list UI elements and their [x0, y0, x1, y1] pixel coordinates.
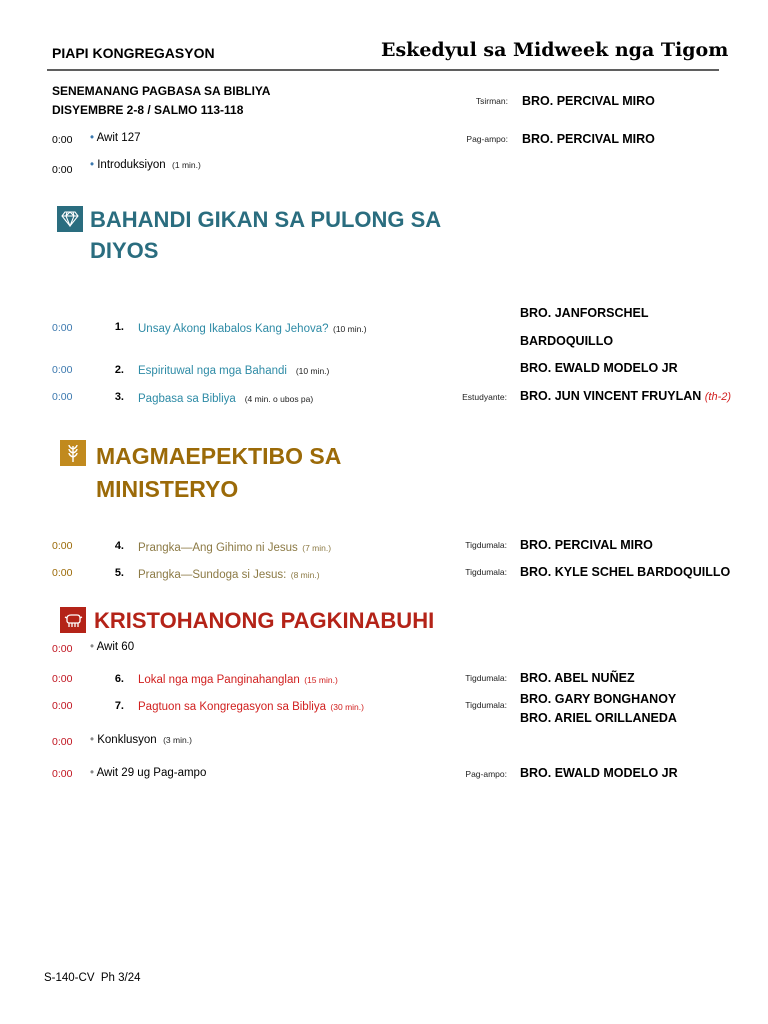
- item2-number: 2.: [114, 364, 124, 376]
- item4-duration: (7 min.): [302, 543, 332, 553]
- weekly-reading-title: SENEMANANG PAGBASA SA BIBLIYA: [52, 84, 271, 98]
- form-code: S-140-CV Ph 3/24: [44, 972, 141, 984]
- ministry-heading-line2: MINISTERYO: [96, 476, 239, 502]
- item3-duration: (4 min. o ubos pa): [244, 394, 314, 404]
- item1-number: 1.: [114, 321, 124, 333]
- item1-part: [138, 319, 367, 337]
- item5-duration: (8 min.): [290, 570, 320, 580]
- chairman-role: Tsirman:: [475, 96, 508, 106]
- living-song-time: 0:00: [52, 643, 73, 655]
- opening-prayer-name: BRO. PERCIVAL MIRO: [522, 132, 655, 146]
- item6-title: Lokal nga mga Panginahanglan: [138, 674, 300, 686]
- intro-duration: (1 min.): [172, 160, 201, 170]
- item1-assignee-line2: BARDOQUILLO: [520, 334, 614, 348]
- middle-song-label: Awit 60: [96, 641, 135, 653]
- item2-part: [138, 361, 329, 379]
- item5-role: Tigdumala:: [465, 567, 507, 577]
- item7-part: [138, 697, 364, 715]
- wheat-icon: [60, 440, 86, 466]
- congregation-name: PIAPI KONGREGASYON: [52, 45, 215, 61]
- item7-assignee-conductor: BRO. GARY BONGHANOY: [520, 692, 677, 706]
- item5-title: Prangka—Sundoga si Jesus:: [138, 569, 287, 581]
- section-heading-living: KRISTOHANONG PAGKINABUHI: [94, 608, 435, 633]
- item4-part: [138, 538, 331, 556]
- page-title: Eskedyul sa Midweek nga Tigom: [381, 39, 729, 61]
- treasures-heading-line2: DIYOS: [90, 238, 159, 263]
- closing-song-label: Awit 29 ug Pag-ampo: [96, 767, 207, 779]
- item4-assignee: BRO. PERCIVAL MIRO: [520, 538, 653, 552]
- closing-song: [90, 767, 206, 779]
- item1-duration: (10 min.): [332, 324, 367, 334]
- header-divider: [47, 69, 719, 71]
- bullet-icon: •: [90, 132, 95, 144]
- prayer-role: Pag-ampo:: [466, 134, 508, 144]
- item4-role: Tigdumala:: [465, 540, 507, 550]
- item4-time: 0:00: [52, 540, 73, 552]
- item6-time: 0:00: [52, 673, 73, 685]
- conclusion: [90, 734, 192, 746]
- study-point: (th-2): [704, 391, 732, 403]
- sheep-icon: [60, 607, 86, 633]
- item5-time: 0:00: [52, 567, 73, 579]
- bullet-icon: •: [90, 767, 95, 779]
- bullet-icon: •: [90, 734, 95, 746]
- item7-time: 0:00: [52, 700, 73, 712]
- item1-assignee-line1: BRO. JANFORSCHEL: [520, 306, 649, 320]
- item7-assignee-reader: BRO. ARIEL ORILLANEDA: [520, 711, 677, 725]
- middle-song: [90, 641, 134, 653]
- section-heading-ministry: [96, 440, 341, 506]
- conclusion-time: 0:00: [52, 736, 73, 748]
- item5-number: 5.: [114, 567, 124, 579]
- opening-song-time: 0:00: [52, 134, 73, 146]
- item3-role: Estudyante:: [462, 392, 507, 402]
- item1-time: 0:00: [52, 322, 73, 334]
- ministry-heading-line1: MAGMAEPEKTIBO SA: [96, 443, 342, 469]
- item3-part: [138, 389, 313, 407]
- conclusion-duration: (3 min.): [163, 735, 192, 745]
- item6-duration: (15 min.): [304, 675, 338, 685]
- item3-title: Pagbasa sa Bibliya: [138, 393, 236, 405]
- item3-assignee: [520, 389, 731, 403]
- intro-time: 0:00: [52, 164, 73, 176]
- item7-role: Tigdumala:: [465, 700, 507, 710]
- introduction: [90, 159, 201, 171]
- item3-number: 3.: [114, 391, 124, 403]
- opening-song: [90, 132, 141, 144]
- item4-title: Prangka—Ang Gihimo ni Jesus: [138, 542, 298, 554]
- item7-duration: (30 min.): [330, 702, 364, 712]
- item3-time: 0:00: [52, 391, 73, 403]
- conclusion-label: Konklusyon: [97, 734, 157, 746]
- item6-assignee: BRO. ABEL NUÑEZ: [520, 671, 635, 685]
- item1-title: Unsay Akong Ikabalos Kang Jehova?: [138, 323, 329, 335]
- treasures-heading-line1: BAHANDI GIKAN SA PULONG SA: [90, 207, 442, 232]
- opening-song-label: Awit 127: [96, 132, 141, 144]
- item2-duration: (10 min.): [295, 366, 330, 376]
- bullet-icon: •: [90, 159, 95, 171]
- item4-number: 4.: [114, 540, 124, 552]
- item5-part: [138, 565, 320, 583]
- closing-prayer-name: BRO. EWALD MODELO JR: [520, 766, 678, 780]
- gem-icon: [57, 206, 83, 232]
- closing-prayer-role: Pag-ampo:: [465, 769, 507, 779]
- bullet-icon: •: [90, 641, 95, 653]
- section-heading-treasures: [90, 204, 441, 266]
- item2-title: Espirituwal nga mga Bahandi: [138, 365, 287, 377]
- intro-label: Introduksiyon: [97, 159, 166, 171]
- item5-assignee: BRO. KYLE SCHEL BARDOQUILLO: [520, 565, 731, 579]
- item7-number: 7.: [114, 700, 124, 712]
- item6-part: [138, 670, 338, 688]
- closing-time: 0:00: [52, 768, 73, 780]
- item2-time: 0:00: [52, 364, 73, 376]
- chairman-name: BRO. PERCIVAL MIRO: [522, 94, 655, 108]
- week-date-range: DISYEMBRE 2-8 / SALMO 113-118: [52, 103, 244, 117]
- item2-assignee: BRO. EWALD MODELO JR: [520, 361, 678, 375]
- item7-title: Pagtuon sa Kongregasyon sa Bibliya: [138, 701, 326, 713]
- item3-assignee-name: BRO. JUN VINCENT FRUYLAN: [520, 389, 702, 403]
- item6-number: 6.: [114, 673, 124, 685]
- item6-role: Tigdumala:: [465, 673, 507, 683]
